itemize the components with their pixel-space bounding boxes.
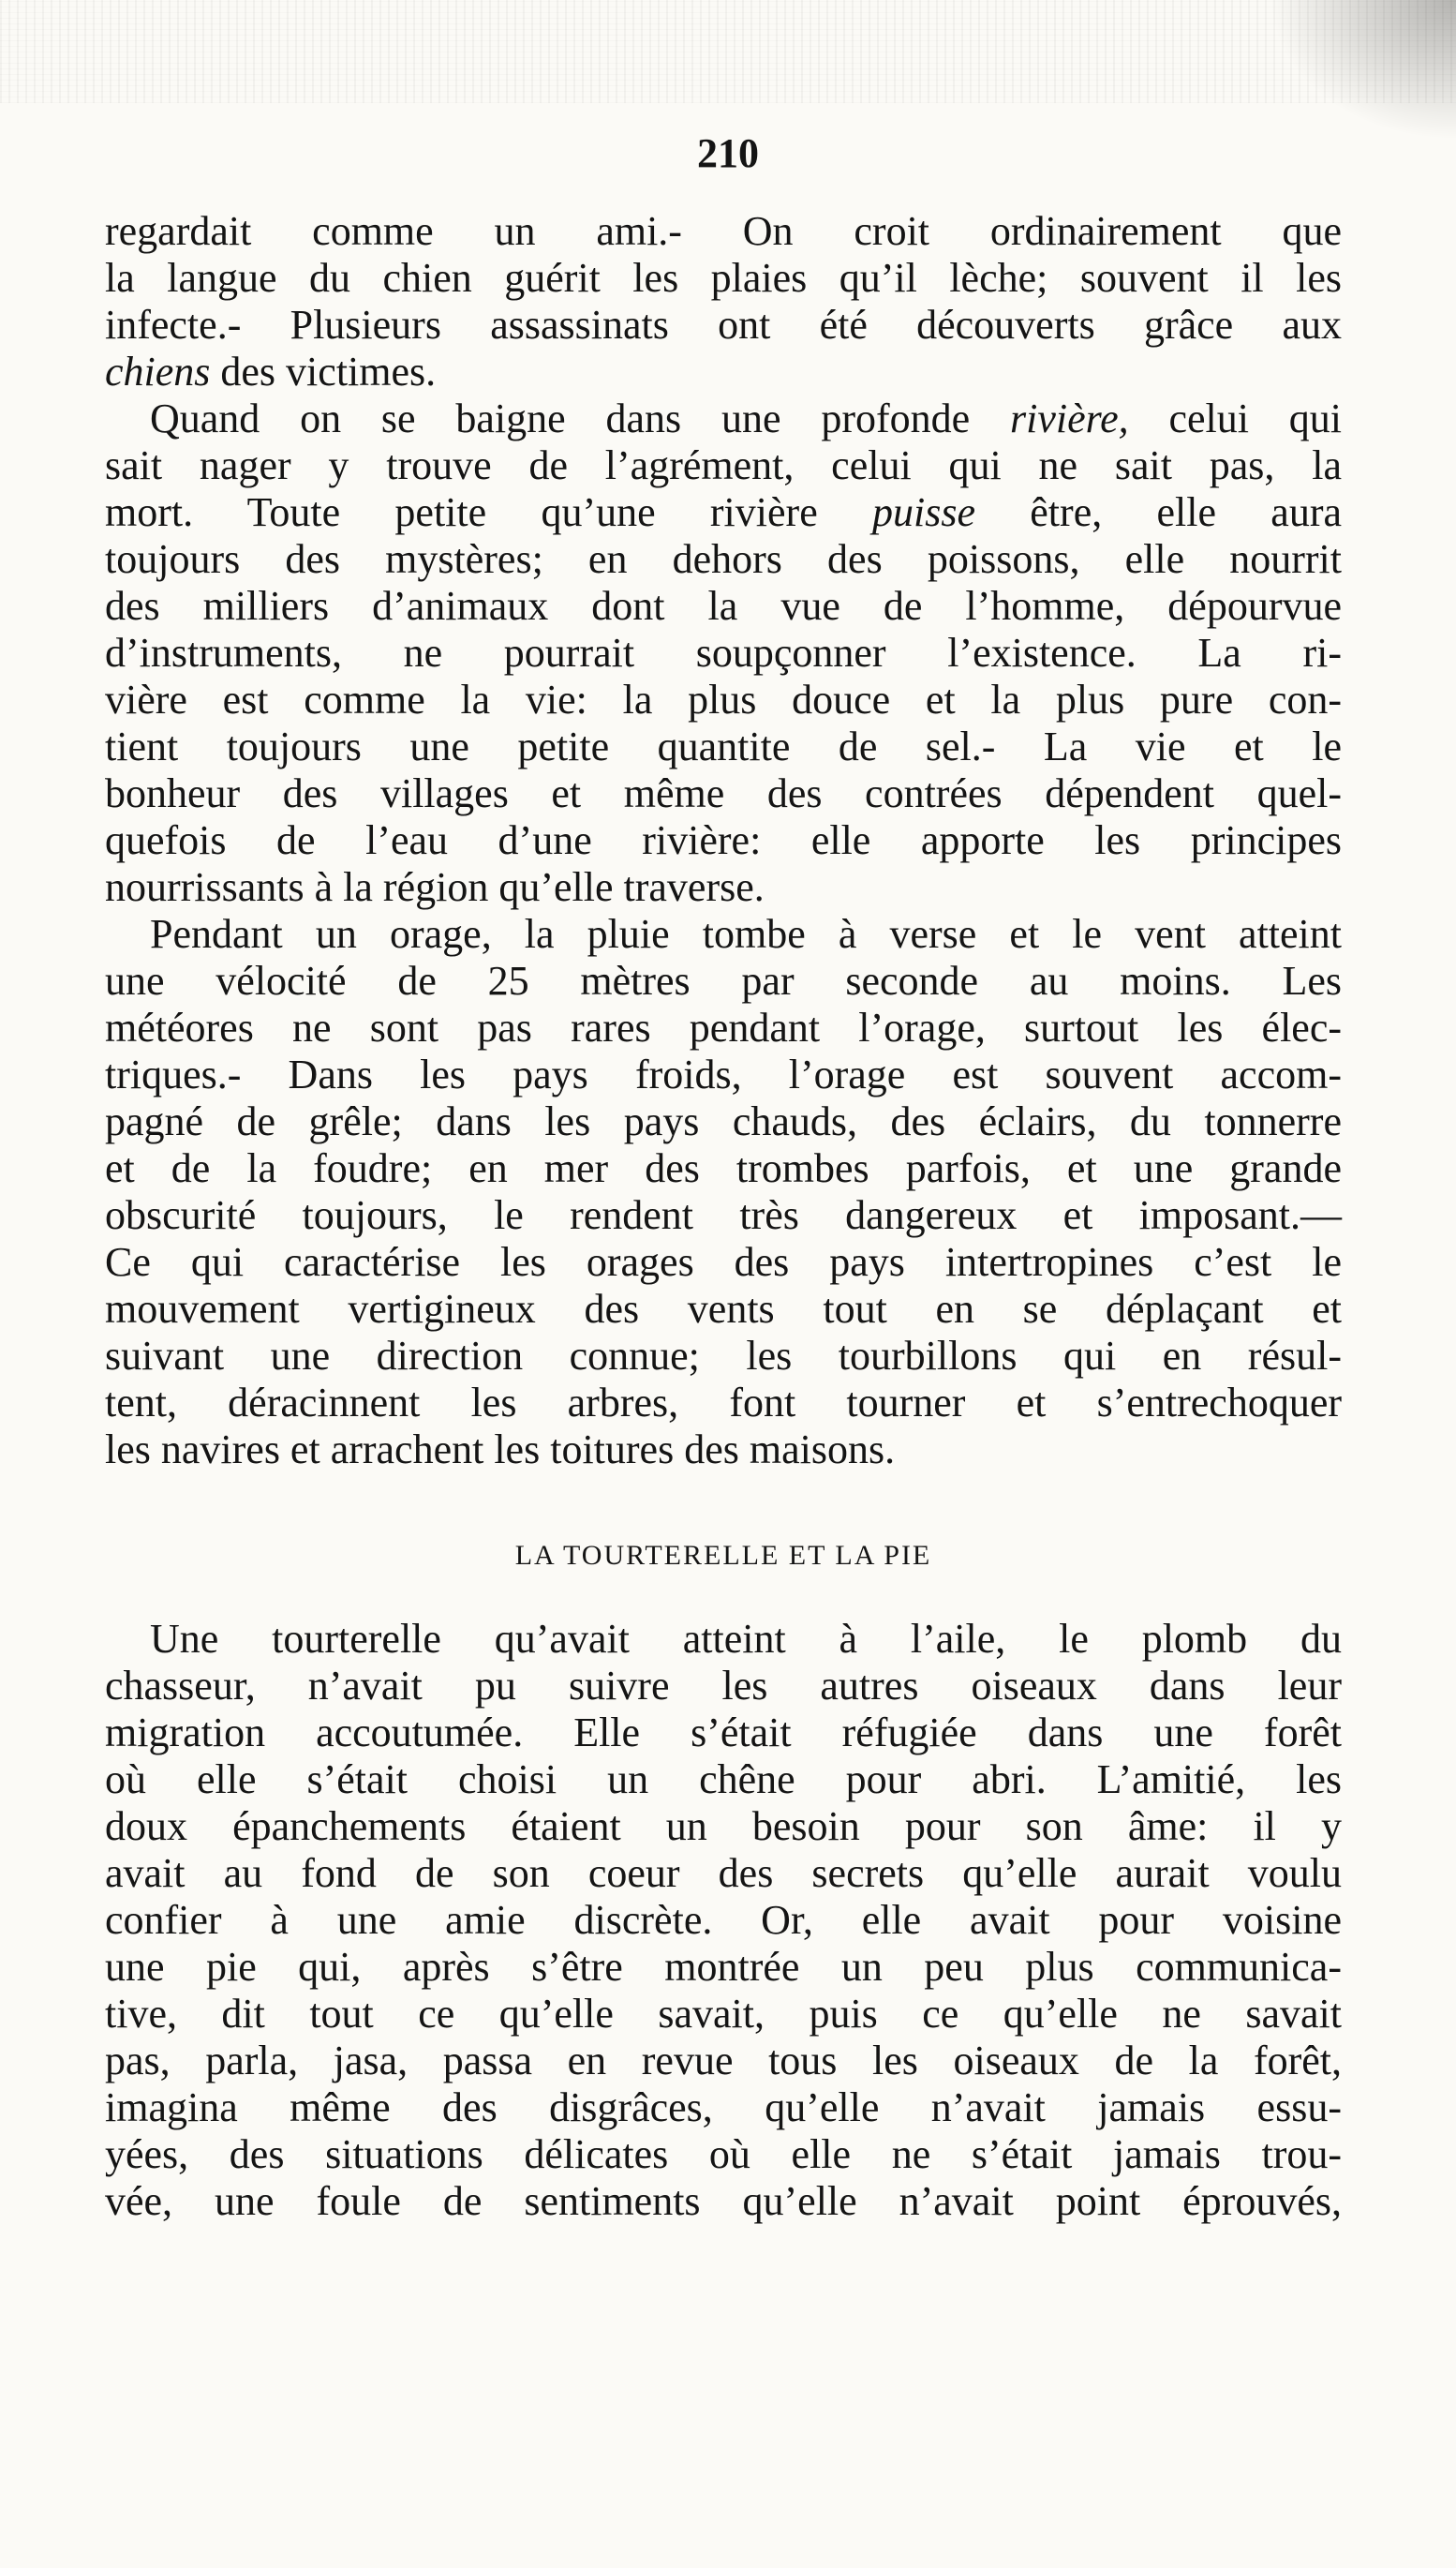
text-line [105, 396, 1342, 442]
text-fragment: Quand on se baigne dans une profonde [150, 396, 1010, 441]
text-line: avait au fond de son coeur des secrets qu’elle aurait voulu [105, 1850, 1342, 1896]
text-line [105, 489, 1342, 536]
text-line: confier à une amie discrète. Or, elle avait pour voisine [105, 1897, 1342, 1943]
text-line: toujours des mystères; en dehors des poissons, elle nourrit [105, 536, 1342, 582]
section-title: LA TOURTERELLE ET LA PIE [514, 1540, 932, 1571]
text-line: Pendant un orage, la pluie tombe à verse et le vent atteint [150, 911, 1342, 957]
text-line: yées, des situations délicates où elle ne s’était jamais trou- [105, 2131, 1342, 2177]
italic-word: puisse [872, 489, 975, 535]
story-paragraph [105, 1616, 1342, 2225]
text-line: imagina même des disgrâces, qu’elle n’avait jamais essu- [105, 2084, 1342, 2130]
text-line: doux épanchements étaient un besoin pour son âme: il y [105, 1803, 1342, 1849]
text-line: d’instruments, ne pourrait soupçonner l’existence. La ri- [105, 630, 1342, 676]
paragraph-1 [105, 208, 1342, 396]
text-line: des milliers d’animaux dont la vue de l’homme, dépourvue [105, 583, 1342, 629]
text-line: les navires et arrachent les toitures des maisons. [105, 1426, 896, 1472]
text-line: suivant une direction connue; les tourbillons qui en résul- [105, 1333, 1342, 1379]
paragraph-2 [105, 396, 1342, 911]
text-fragment: être, elle aura [975, 489, 1342, 535]
text-line: tive, dit tout ce qu’elle savait, puis ce qu’elle ne savait [105, 1991, 1342, 2037]
text-line: vière est comme la vie: la plus douce et la plus pure con- [105, 677, 1342, 723]
text-line: tient toujours une petite quantite de sel.- La vie et le [105, 724, 1342, 769]
text-line: nourrissants à la région qu’elle traverse. [105, 864, 765, 910]
text-line: mouvement vertigineux des vents tout en se déplaçant et [105, 1286, 1342, 1332]
text-line: pagné de grêle; dans les pays chauds, des éclairs, du tonnerre [105, 1098, 1342, 1144]
text-line: vée, une foule de sentiments qu’elle n’avait point éprouvés, [105, 2178, 1342, 2224]
scan-noise-corner [1269, 0, 1456, 141]
text-line: une vélocité de 25 mètres par seconde au moins. Les [105, 958, 1342, 1004]
text-line: et de la foudre; en mer des trombes parfois, et une grande [105, 1145, 1342, 1191]
text-line [105, 349, 1342, 396]
italic-word: chiens [105, 349, 211, 395]
text-line: tent, déracinnent les arbres, font tourner et s’entrechoquer [105, 1380, 1342, 1426]
paragraph-3 [105, 911, 1342, 1473]
scan-noise-top [0, 0, 1456, 103]
text-line: migration accoutumée. Elle s’était réfugiée dans une forêt [105, 1710, 1342, 1755]
text-line: météores ne sont pas rares pendant l’orage, surtout les élec- [105, 1005, 1342, 1051]
text-line: une pie qui, après s’être montrée un peu plus communica- [105, 1944, 1342, 1990]
text-line: chasseur, n’avait pu suivre les autres oiseaux dans leur [105, 1663, 1342, 1709]
text-line: la langue du chien guérit les plaies qu’il lèche; souvent il les [105, 255, 1342, 301]
text-line: triques.- Dans les pays froids, l’orage est souvent accom- [105, 1052, 1342, 1097]
text-line: infecte.- Plusieurs assassinats ont été découverts grâce aux [105, 302, 1342, 348]
text-fragment: celui qui [1128, 396, 1342, 441]
italic-word: rivière, [1009, 396, 1129, 441]
text-line: regardait comme un ami.- On croit ordinairement que [105, 208, 1342, 254]
page-number: 210 [697, 130, 759, 176]
text-fragment: des victimes. [210, 349, 437, 395]
text-line: bonheur des villages et même des contrées dépendent quel- [105, 770, 1342, 816]
text-line: obscurité toujours, le rendent très dangereux et imposant.— [105, 1192, 1342, 1238]
text-fragment: mort. Toute petite qu’une rivière [105, 489, 872, 535]
text-line: sait nager y trouve de l’agrément, celui qui ne sait pas, la [105, 442, 1342, 488]
text-line: quefois de l’eau d’une rivière: elle apporte les principes [105, 817, 1342, 863]
text-line: Ce qui caractérise les orages des pays intertropines c’est le [105, 1239, 1342, 1285]
text-line: où elle s’était choisi un chêne pour abri. L’amitié, les [105, 1756, 1342, 1802]
page-content [105, 208, 1342, 2225]
text-line: Une tourterelle qu’avait atteint à l’aile, le plomb du [150, 1616, 1342, 1662]
text-line: pas, parla, jasa, passa en revue tous les oiseaux de la forêt, [105, 2038, 1342, 2083]
